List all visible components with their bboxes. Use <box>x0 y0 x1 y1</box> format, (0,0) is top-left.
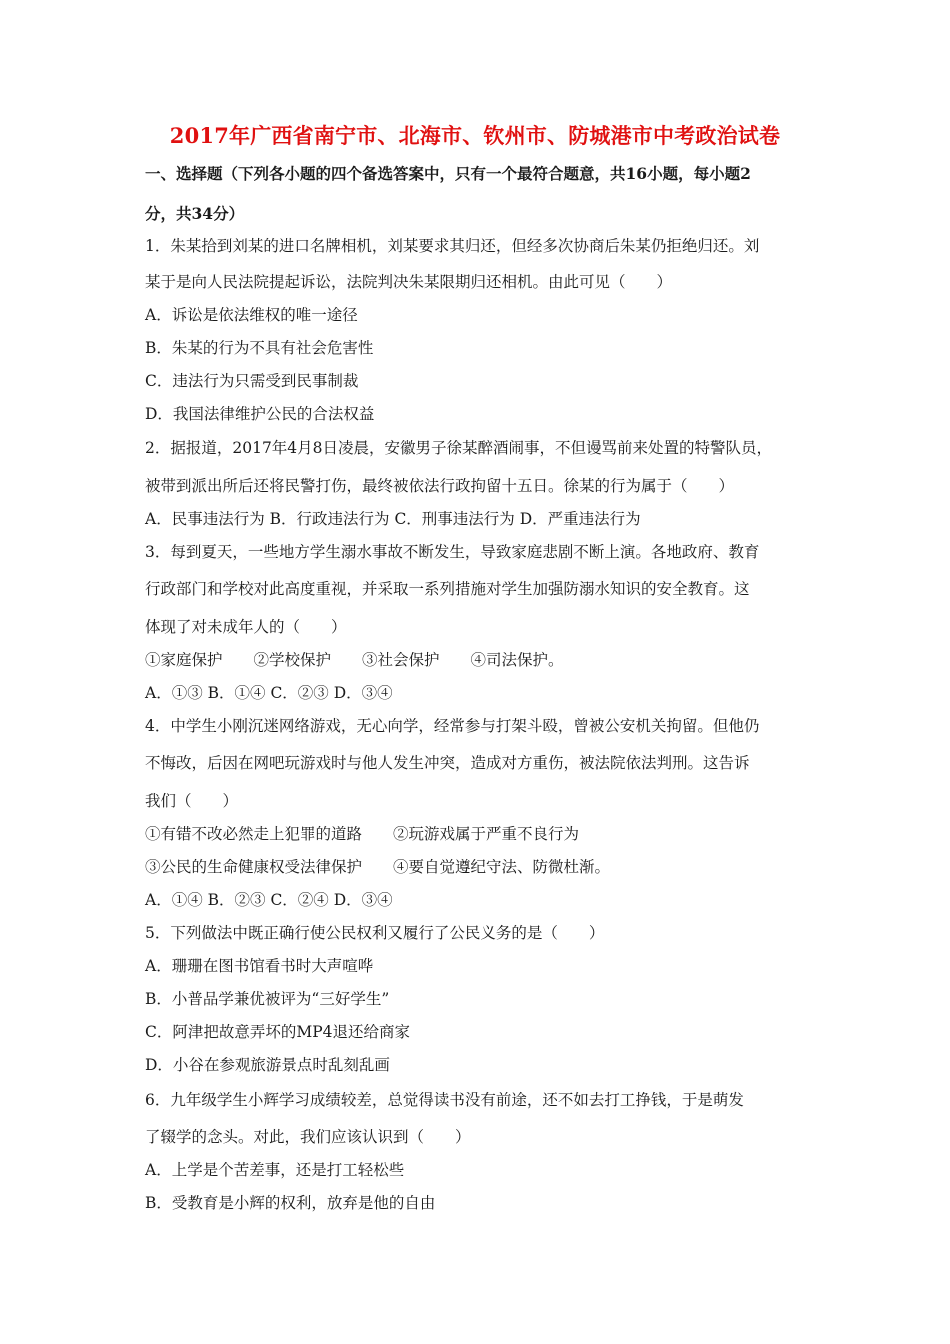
question-1-option-d: D．我国法律维护公民的合法权益 <box>145 405 375 423</box>
question-1-stem-line-2: 某于是向人民法院提起诉讼，法院判决朱某限期归还相机。由此可见（ ） <box>145 273 673 291</box>
question-4-statements-1: ①有错不改必然走上犯罪的道路 ②玩游戏属于严重不良行为 <box>145 825 580 843</box>
question-4-statements-2: ③公民的生命健康权受法律保护 ④要自觉遵纪守法、防微杜渐。 <box>145 858 611 876</box>
question-4-stem-line-3: 我们（ ） <box>145 792 239 810</box>
question-3-stem-line-3: 体现了对未成年人的（ ） <box>145 618 347 636</box>
question-1-option-b: B．朱某的行为不具有社会危害性 <box>145 339 374 357</box>
question-3-stem-line-2: 行政部门和学校对此高度重视，并采取一系列措施对学生加强防溺水知识的安全教育。这 <box>145 580 750 598</box>
section-heading-line-2: 分，共34分） <box>145 204 245 223</box>
section-heading-line-1: 一、选择题（下列各小题的四个备选答案中，只有一个最符合题意，共16小题，每小题2 <box>145 164 751 183</box>
question-3-stem-line-1: 3．每到夏天，一些地方学生溺水事故不断发生，导致家庭悲剧不断上演。各地政府、教育 <box>145 543 760 561</box>
exam-title: 2017年广西省南宁市、北海市、钦州市、防城港市中考政治试卷 <box>169 123 781 148</box>
question-3-options: A．①③ B．①④ C．②③ D．③④ <box>145 684 393 702</box>
question-5-option-b: B．小普品学兼优被评为“三好学生” <box>145 990 390 1008</box>
question-1-stem-line-1: 1．朱某拾到刘某的进口名牌相机，刘某要求其归还，但经多次协商后朱某仍拒绝归还。刘 <box>145 237 760 255</box>
question-2-options: A．民事违法行为 B．行政违法行为 C．刑事违法行为 D．严重违法行为 <box>145 510 641 528</box>
question-5-option-a: A．珊珊在图书馆看书时大声喧哗 <box>145 957 374 975</box>
question-1-option-c: C．违法行为只需受到民事制裁 <box>145 372 359 390</box>
question-3-statements: ①家庭保护 ②学校保护 ③社会保护 ④司法保护。 <box>145 651 564 669</box>
question-1-option-a: A．诉讼是依法维权的唯一途径 <box>145 306 358 324</box>
question-6-stem-line-2: 了辍学的念头。对此，我们应该认识到（ ） <box>145 1128 471 1146</box>
question-2-stem-line-2: 被带到派出所后还将民警打伤，最终被依法行政拘留十五日。徐某的行为属于（ ） <box>145 477 735 495</box>
question-5-stem: 5．下列做法中既正确行使公民权利又履行了公民义务的是（ ） <box>145 924 605 942</box>
question-4-stem-line-2: 不悔改，后因在网吧玩游戏时与他人发生冲突，造成对方重伤，被法院依法判刑。这告诉 <box>145 754 750 772</box>
question-6-stem-line-1: 6．九年级学生小辉学习成绩较差，总觉得读书没有前途，还不如去打工挣钱，于是萌发 <box>145 1091 744 1109</box>
question-6-option-a: A．上学是个苦差事，还是打工轻松些 <box>145 1161 405 1179</box>
question-5-option-c: C．阿津把故意弄坏的MP4退还给商家 <box>145 1023 411 1041</box>
question-2-stem-line-1: 2．据报道，2017年4月8日凌晨，安徽男子徐某醉酒闹事，不但谩骂前来处置的特警队员， <box>145 439 773 457</box>
question-6-option-b: B．受教育是小辉的权利，放弃是他的自由 <box>145 1194 436 1212</box>
question-5-option-d: D．小谷在参观旅游景点时乱刻乱画 <box>145 1056 390 1074</box>
question-4-options: A．①④ B．②③ C．②④ D．③④ <box>145 891 393 909</box>
question-4-stem-line-1: 4．中学生小刚沉迷网络游戏，无心向学，经常参与打架斗殴，曾被公安机关拘留。但他仍 <box>145 717 760 735</box>
